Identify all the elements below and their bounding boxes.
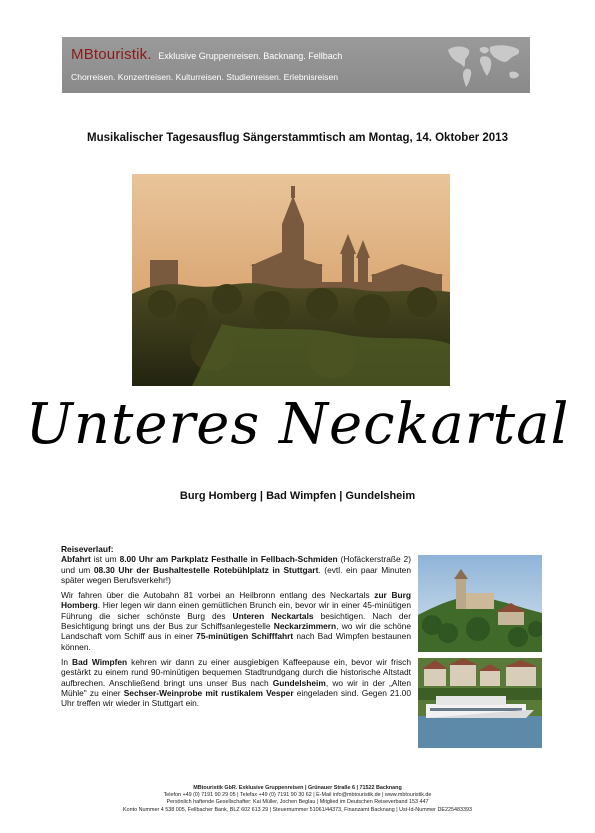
- itinerary-text: [61, 544, 411, 713]
- footer: [0, 785, 595, 814]
- text: , wo wir in der „Alten Mühle" zu einer: [61, 677, 411, 698]
- footer-contact: Telefon +49 (0) 7191 90 29 05 | Telefax +49 (0) 7191 90 30 62 | E-Mail info@mbtouristik.de | www.mbtouristik.de: [163, 792, 432, 799]
- text: nach Bad Wimpfen bestaunen können.: [61, 631, 411, 652]
- text: kehren wir dann zu einer ausgiebigen Kaffeepause ein, bevor wir frisch gestärkt zu einem rund 90-minütigen bequemen Stadtrundgang durch die historische Altstadt aufbrechen. Anschließend bringt uns unser Bus nach: [61, 656, 412, 688]
- footer-company: MBtouristik GbR. Exklusive Gruppenreisen | Grünauer Straße 6 | 71522 Backnang: [193, 785, 402, 791]
- text-bold: 75-minütigen Schifffahrt: [196, 631, 294, 642]
- world-map-icon: [444, 40, 526, 90]
- text: In: [61, 656, 73, 667]
- footer-partners: Persönlich haftende Gesellschafter: Kai Müller, Jochen Beglau | Mitglied im Deutschen Reiseverband 153 447: [166, 799, 429, 806]
- text: eingeladen sind. Gegen 21.00 Uhr treffen wir wieder in Stuttgart ein.: [61, 687, 411, 709]
- hilltop-castle-photo: [418, 555, 542, 652]
- text: , wo wir die schöne Landschaft vom Schiff aus in einer: [61, 621, 411, 642]
- script-title: Unteres Neckartal: [25, 392, 570, 457]
- text-bold: Abfahrt: [61, 554, 91, 565]
- brand-subline: Chorreisen. Konzertreisen. Kulturreisen. Studienreisen. Erlebnisreisen: [71, 72, 339, 82]
- footer-bank: Konto Nummer 4 538 005, Fellbacher Bank, BLZ 602 613 29 | Steuernummer 51061/44373, Finanzamt Backnang | Ust-Id-Nummer DE225483393: [123, 806, 472, 813]
- paragraph-departure: [61, 554, 411, 585]
- text-bold: Sechser-Weinprobe mit rustikalem Vesper: [123, 687, 294, 698]
- text: (Hofäckerstraße 2) und um: [61, 554, 412, 575]
- text: Wir fahren über die Autobahn 81 vorbei an Heilbronn entlang des Neckartals: [61, 590, 375, 601]
- text-bold: Gundelsheim: [272, 677, 326, 688]
- river-boat-photo: [418, 658, 542, 748]
- text-bold: 08.30 Uhr der Bushaltestelle Rotebühlplatz in Stuttgart: [93, 564, 319, 575]
- castle-landscape-photo: [132, 174, 450, 386]
- text: . (evtl. ein paar Minuten später wegen Berufsverkehr!): [61, 564, 411, 585]
- brand-name: MBtouristik.: [71, 46, 152, 63]
- text-bold: Neckarzimmern: [273, 621, 337, 632]
- brand: [71, 46, 342, 64]
- places-subtitle: Burg Homberg | Bad Wimpfen | Gundelsheim: [179, 490, 416, 502]
- text-bold: Unteren Neckartals: [232, 610, 314, 621]
- text-bold: Bad Wimpfen: [72, 656, 128, 667]
- text: ist um: [90, 554, 120, 565]
- text: . Hier legen wir dann einen gemütlichen Brunch ein, bevor wir in einer 45-minütigen Führung die sicher schönste Burg des: [61, 600, 411, 621]
- paragraph-afternoon: [61, 657, 411, 708]
- text: besichtigen. Nach der Besichtigung bringt uns der Bus zur Schiffsanlegestelle: [61, 610, 412, 632]
- event-title: Musikalischer Tagesausflug Sängerstammtisch am Montag, 14. Oktober 2013: [87, 132, 508, 144]
- paragraph-route: [61, 590, 411, 652]
- brand-tagline: Exklusive Gruppenreisen. Backnang. Fellbach: [158, 51, 343, 61]
- itinerary-heading: Reiseverlauf:: [61, 544, 114, 554]
- header-banner: [62, 37, 530, 93]
- text-bold: zur Burg Homberg: [61, 590, 411, 611]
- text-bold: 8.00 Uhr am Parkplatz Festhalle in Fellbach-Schmiden: [119, 554, 338, 565]
